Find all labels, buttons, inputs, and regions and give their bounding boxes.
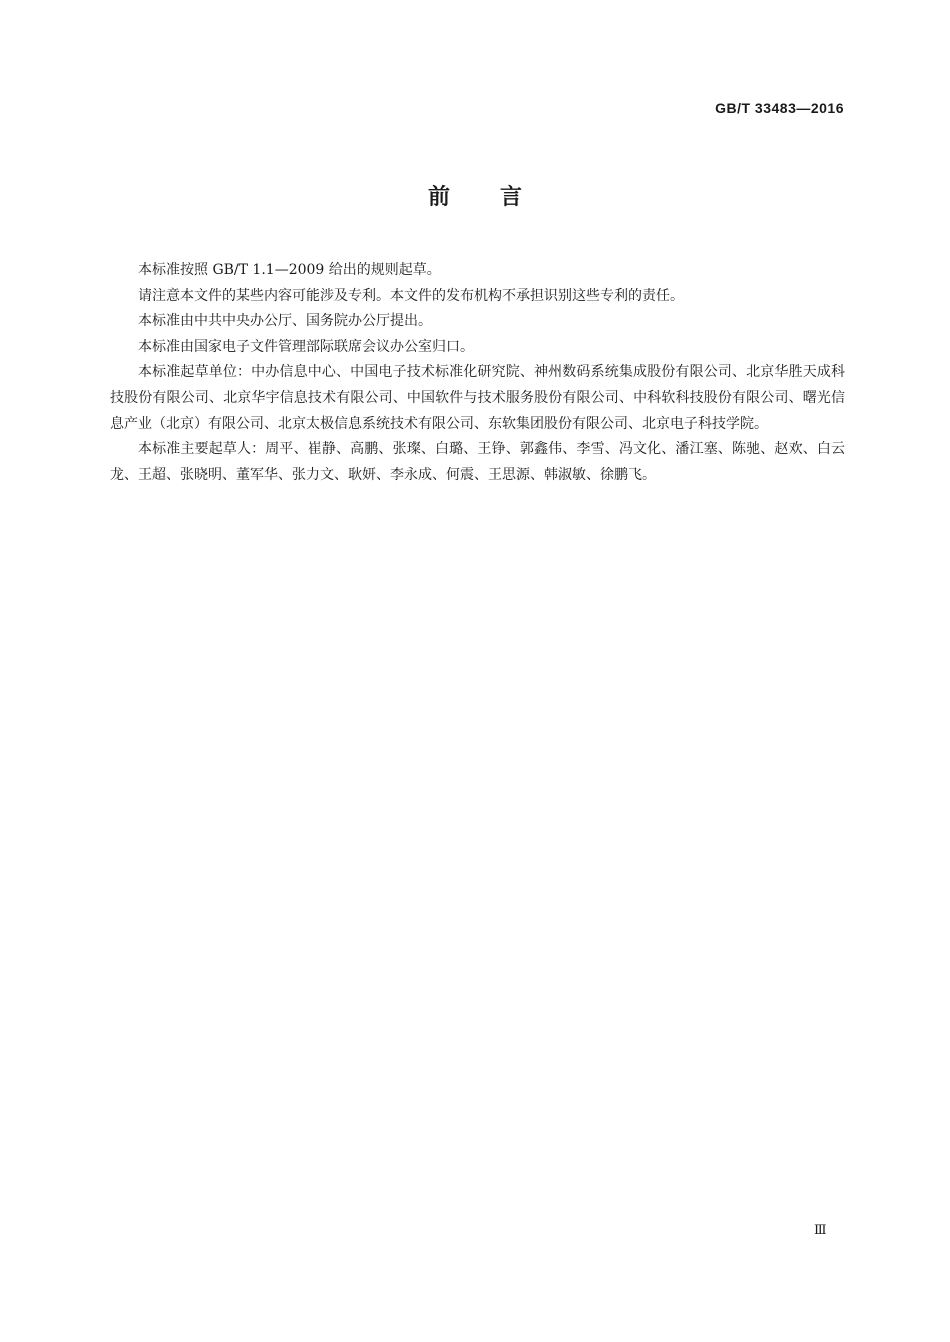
foreword-body (110, 258, 845, 488)
paragraph-drafters: 本标准主要起草人：周平、崔静、高鹏、张璨、白璐、王铮、郭鑫伟、李雪、冯文化、潘江塞、陈驰、赵欢、白云龙、王超、张晓明、董军华、张力文、耿妍、李永成、何震、王思源、韩淑敏、徐鹏飞。 (110, 441, 845, 483)
paragraph-drafting-rules: 本标准按照 GB/T 1.1—2009 给出的规则起草。 (138, 262, 441, 278)
page-title: 前言 (427, 185, 572, 210)
paragraph-patent-notice: 请注意本文件的某些内容可能涉及专利。本文件的发布机构不承担识别这些专利的责任。 (138, 287, 684, 304)
standard-number: GB/T 33483—2016 (715, 100, 844, 116)
page-number: Ⅲ (814, 1223, 827, 1238)
paragraph-drafting-units: 本标准起草单位：中办信息中心、中国电子技术标准化研究院、神州数码系统集成股份有限公司、北京华胜天成科技股份有限公司、北京华宇信息技术有限公司、中国软件与技术服务股份有限公司、中科软科技股份有限公司、曙光信息产业（北京）有限公司、北京太极信息系统技术有限公司、东软集团股份有限公司、北京电子科技学院。 (110, 364, 845, 432)
paragraph-centralized-by: 本标准由国家电子文件管理部际联席会议办公室归口。 (138, 338, 474, 355)
paragraph-proposer: 本标准由中共中央办公厅、国务院办公厅提出。 (138, 313, 432, 330)
